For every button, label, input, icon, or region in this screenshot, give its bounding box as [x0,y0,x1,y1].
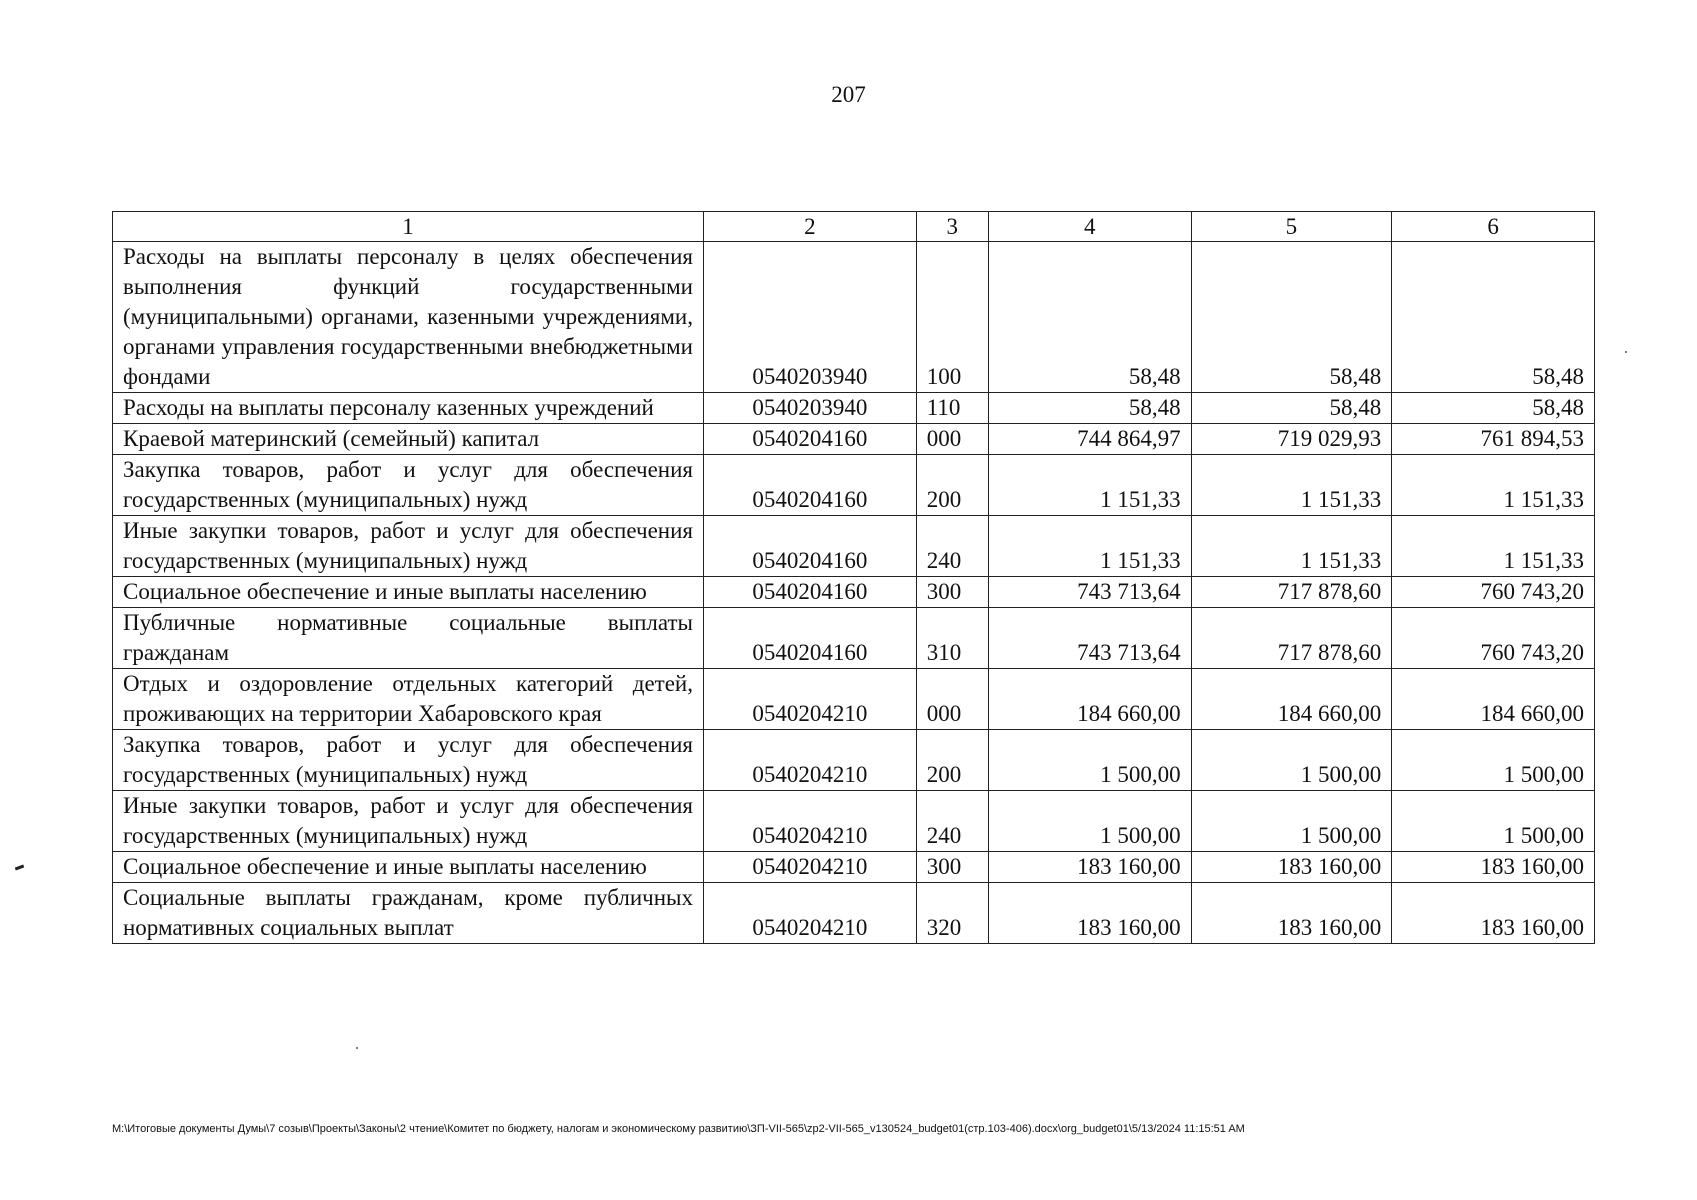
amount-cell: 58,48 [1392,242,1595,393]
expense-type-cell: 000 [916,669,988,730]
row-name-cell: Расходы на выплаты персоналу казенных учреждений [113,393,704,424]
target-article-cell: 0540204160 [703,608,916,669]
scan-artifact [1625,351,1627,353]
target-article-cell: 0540204210 [703,852,916,883]
target-article-cell: 0540204210 [703,791,916,852]
row-name-cell: Социальные выплаты гражданам, кроме публичных нормативных социальных выплат [113,883,704,944]
row-name-cell: Публичные нормативные социальные выплаты гражданам [113,608,704,669]
amount-cell: 1 151,33 [1392,516,1595,577]
target-article-cell: 0540204210 [703,730,916,791]
expense-type-cell: 240 [916,791,988,852]
expense-type-cell: 300 [916,852,988,883]
table-row [113,608,1595,669]
expense-type-cell: 200 [916,730,988,791]
table-row [113,852,1595,883]
amount-cell: 183 160,00 [988,883,1191,944]
column-header: 2 [703,212,916,242]
amount-cell: 1 500,00 [1191,791,1392,852]
amount-cell: 58,48 [1191,393,1392,424]
row-name-cell: Краевой материнский (семейный) капитал [113,424,704,455]
amount-cell: 1 151,33 [988,516,1191,577]
row-name-cell: Отдых и оздоровление отдельных категорий детей, проживающих на территории Хабаровского края [113,669,704,730]
target-article-cell: 0540204160 [703,424,916,455]
amount-cell: 183 160,00 [1392,852,1595,883]
amount-cell: 1 500,00 [988,791,1191,852]
amount-cell: 760 743,20 [1392,577,1595,608]
column-header: 4 [988,212,1191,242]
table-row [113,669,1595,730]
expense-type-cell: 320 [916,883,988,944]
amount-cell: 744 864,97 [988,424,1191,455]
expense-type-cell: 110 [916,393,988,424]
budget-table [112,211,1595,944]
row-name-cell: Расходы на выплаты персоналу в целях обеспечения выполнения функций государственными (муниципальными) органами, казенными учреждениями, органами управления государственными внебюджетными фондами [113,242,704,393]
amount-cell: 183 160,00 [1191,852,1392,883]
target-article-cell: 0540204210 [703,669,916,730]
amount-cell: 743 713,64 [988,608,1191,669]
amount-cell: 719 029,93 [1191,424,1392,455]
amount-cell: 1 151,33 [1392,455,1595,516]
table-row [113,424,1595,455]
column-header: 1 [113,212,704,242]
amount-cell: 184 660,00 [988,669,1191,730]
expense-type-cell: 310 [916,608,988,669]
table-row [113,577,1595,608]
column-header: 5 [1191,212,1392,242]
table-row [113,791,1595,852]
target-article-cell: 0540204160 [703,516,916,577]
amount-cell: 717 878,60 [1191,608,1392,669]
target-article-cell: 0540203940 [703,393,916,424]
amount-cell: 1 500,00 [1392,791,1595,852]
document-file-path: M:\Итоговые документы Думы\7 созыв\Проекты\Законы\2 чтение\Комитет по бюджету, налогам и экономическому развитию\ЗП-VII-565\zp2-VII-565_v130524_budget01(стр.103-406).docx\org_budget01\5/13/2024 11:15:51 AM [112,1123,1245,1135]
page-number: 207 [831,82,866,107]
target-article-cell: 0540204210 [703,883,916,944]
amount-cell: 760 743,20 [1392,608,1595,669]
table-row [113,730,1595,791]
table-row [113,455,1595,516]
table-row [113,393,1595,424]
expense-type-cell: 100 [916,242,988,393]
expense-type-cell: 200 [916,455,988,516]
amount-cell: 183 160,00 [1191,883,1392,944]
amount-cell: 1 500,00 [1392,730,1595,791]
amount-cell: 58,48 [1392,393,1595,424]
row-name-cell: Иные закупки товаров, работ и услуг для обеспечения государственных (муниципальных) нужд [113,516,704,577]
row-name-cell: Закупка товаров, работ и услуг для обеспечения государственных (муниципальных) нужд [113,455,704,516]
expense-type-cell: 240 [916,516,988,577]
target-article-cell: 0540204160 [703,455,916,516]
amount-cell: 184 660,00 [1191,669,1392,730]
amount-cell: 1 151,33 [1191,455,1392,516]
amount-cell: 1 151,33 [1191,516,1392,577]
amount-cell: 1 500,00 [988,730,1191,791]
row-name-cell: Социальное обеспечение и иные выплаты населению [113,852,704,883]
amount-cell: 1 151,33 [988,455,1191,516]
amount-cell: 743 713,64 [988,577,1191,608]
table-body [113,242,1595,944]
amount-cell: 761 894,53 [1392,424,1595,455]
table-header-row [113,212,1595,242]
amount-cell: 58,48 [988,242,1191,393]
amount-cell: 184 660,00 [1392,669,1595,730]
expense-type-cell: 300 [916,577,988,608]
row-name-cell: Социальное обеспечение и иные выплаты населению [113,577,704,608]
amount-cell: 1 500,00 [1191,730,1392,791]
amount-cell: 183 160,00 [1392,883,1595,944]
target-article-cell: 0540203940 [703,242,916,393]
column-header: 6 [1392,212,1595,242]
amount-cell: 58,48 [988,393,1191,424]
amount-cell: 58,48 [1191,242,1392,393]
scan-artifact [356,1047,358,1049]
row-name-cell: Закупка товаров, работ и услуг для обеспечения государственных (муниципальных) нужд [113,730,704,791]
table-row [113,516,1595,577]
expense-type-cell: 000 [916,424,988,455]
table-row [113,883,1595,944]
table-row [113,242,1595,393]
amount-cell: 183 160,00 [988,852,1191,883]
scan-artifact [15,865,24,871]
row-name-cell: Иные закупки товаров, работ и услуг для обеспечения государственных (муниципальных) нужд [113,791,704,852]
column-header: 3 [916,212,988,242]
amount-cell: 717 878,60 [1191,577,1392,608]
target-article-cell: 0540204160 [703,577,916,608]
